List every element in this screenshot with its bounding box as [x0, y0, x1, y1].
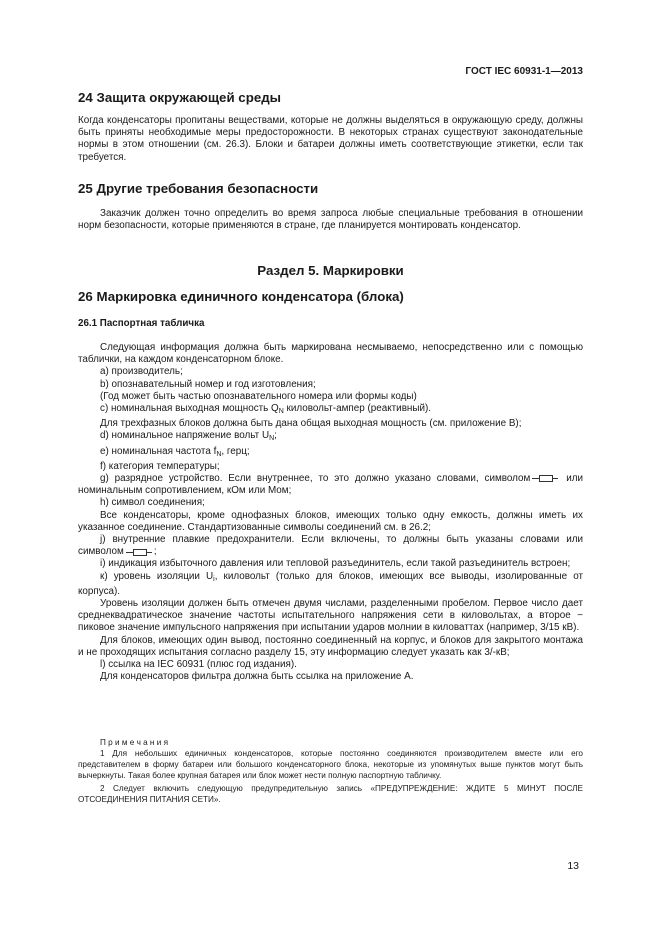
item-d-text: d) номинальное напряжение вольт U — [100, 430, 270, 442]
notes-title: П р и м е ч а н и я — [100, 738, 169, 747]
item-c-subscript: N — [278, 408, 284, 416]
item-h-note: Все конденсаторы, кроме однофазных блоков, имеющих только одну емкость, должны иметь их указанное соединение. Стандартизованные символы соединений см. в 26.2; — [78, 509, 583, 533]
section-24 — [78, 90, 583, 105]
item-b-note: (Год может быть частью опознавательного номера или формы коды) — [100, 390, 417, 402]
item-k — [78, 571, 583, 598]
section-25-text: Заказчик должен точно определить во время запроса любые специальные требования в отношении норм безопасности, которые применяются в стране, где планируется монтировать конденсатор. — [78, 208, 583, 232]
item-l-note: Для конденсаторов фильтра должна быть ссылка на приложение А. — [100, 671, 414, 683]
item-c-text-end: киловольт-ампер (реактивный). — [283, 403, 432, 415]
item-e-text: e) номинальная частота f — [100, 445, 217, 457]
item-c — [78, 403, 583, 418]
item-e-text-end: , герц; — [221, 445, 250, 457]
section-24-heading: 24 Защита окружающей среды — [78, 90, 282, 105]
section-25-heading: 25 Другие требования безопасности — [78, 181, 319, 196]
item-d-text-end: ; — [274, 430, 277, 442]
section-26-1-heading: 26.1 Паспортная табличка — [78, 318, 205, 329]
page-number: 13 — [567, 860, 579, 872]
item-k-text: к) уровень изоляции U — [100, 570, 214, 582]
item-d-subscript: N — [269, 435, 275, 443]
part-5 — [78, 263, 583, 278]
item-f: f) категория температуры; — [100, 460, 220, 472]
item-l: l) ссылка на IEC 60931 (плюс год издания). — [100, 659, 297, 671]
section-26 — [78, 289, 583, 304]
item-c-note: Для трехфазных блоков должна быть дана общая выходная мощность (см. приложение B); — [100, 418, 522, 430]
section-25 — [78, 181, 583, 196]
item-i: i) индикация избыточного давления или тепловой разъединитель, если такой разъединитель встроен; — [100, 558, 571, 570]
section-26-heading: 26 Маркировка единичного конденсатора (блока) — [78, 289, 404, 304]
insulation-paragraph-1: Уровень изоляции должен быть отмечен двумя числами, разделенными пробелом. Первое число дает среднеквадратическое значение частоты испытательного напряжения сети в киловольтах, а второе − пиковое значение импульсного напряжения при испытании ударов молнии в киловаттах (например, 3/15 кВ). — [78, 598, 583, 634]
item-c-text: c) номинальная выходная мощность Q — [100, 403, 279, 415]
notes-block — [78, 737, 583, 805]
item-j-text-end: ; — [153, 546, 157, 558]
section-26-1 — [78, 318, 583, 329]
discharge-resistor-symbol-icon — [532, 474, 558, 482]
item-g — [78, 473, 583, 497]
item-d — [78, 430, 583, 445]
fuse-symbol-icon — [126, 548, 152, 556]
section-24-text — [78, 115, 583, 164]
item-j-text: j) внутренние плавкие предохранители. Если включены, то должны быть указаны словами или символом — [78, 534, 583, 558]
item-j — [78, 534, 583, 558]
item-e — [78, 446, 583, 461]
section-25-body — [78, 208, 583, 232]
item-e-subscript: N — [216, 450, 222, 458]
section-24-paragraph: Когда конденсаторы пропитаны веществами, которые не должны выделяться в окружающую среду, должны быть приняты необходимые меры предосторожности. В некоторых странах существуют законодательные нормы в этом отношении (см. 26.3). Блоки и батареи должны иметь соответствующие этикетки, если так требуется. — [78, 115, 583, 163]
item-h: h) символ соединения; — [100, 497, 205, 509]
nameplate-list — [78, 342, 583, 683]
item-k-text-end: , киловольт (только для блоков, имеющих все выводы, изолированные от корпуса). — [78, 570, 583, 597]
nameplate-intro: Следующая информация должна быть маркирована несмываемо, непосредственно или с помощью таблички, на каждом конденсаторном блоке. — [78, 342, 583, 366]
item-k-subscript: i — [213, 575, 215, 583]
item-b: b) опознавательный номер и год изготовления; — [100, 378, 316, 390]
note-1: 1 Для небольших единичных конденсаторов, которые постоянно соединяются производителем вместе или его представителем в форму батареи или большого конденсаторного блока, некоторые из упомянутых выше пунктов могут быть вычеркнуты. Такая более крупная батарея или блок может нести полную паспортную табличку. — [78, 749, 583, 780]
part-5-heading: Раздел 5. Маркировки — [257, 263, 404, 278]
standard-designation: ГОСТ IEC 60931-1—2013 — [465, 66, 583, 77]
note-2: 2 Следует включить следующую предупредительную запись «ПРЕДУПРЕЖДЕНИЕ: ЖДИТЕ 5 МИНУТ ПОСЛЕ ОТСОЕДИНЕНИЯ ПИТАНИЯ СЕТИ». — [78, 784, 583, 804]
section-24-body — [78, 115, 583, 164]
item-g-text-end: или номинальным сопротивлением, кОм или Мом; — [78, 473, 583, 497]
item-g-text: g) разрядное устройство. Если внутреннее, то это должно указано словами, символом — [100, 473, 531, 485]
item-a: a) производитель; — [100, 366, 183, 378]
insulation-paragraph-2: Для блоков, имеющих один вывод, постоянно соединенный на корпус, и блоков для закрытого монтажа и не проходящих испытания согласно разделу 15, эту информацию следует указать как 3/-кВ; — [78, 634, 583, 658]
